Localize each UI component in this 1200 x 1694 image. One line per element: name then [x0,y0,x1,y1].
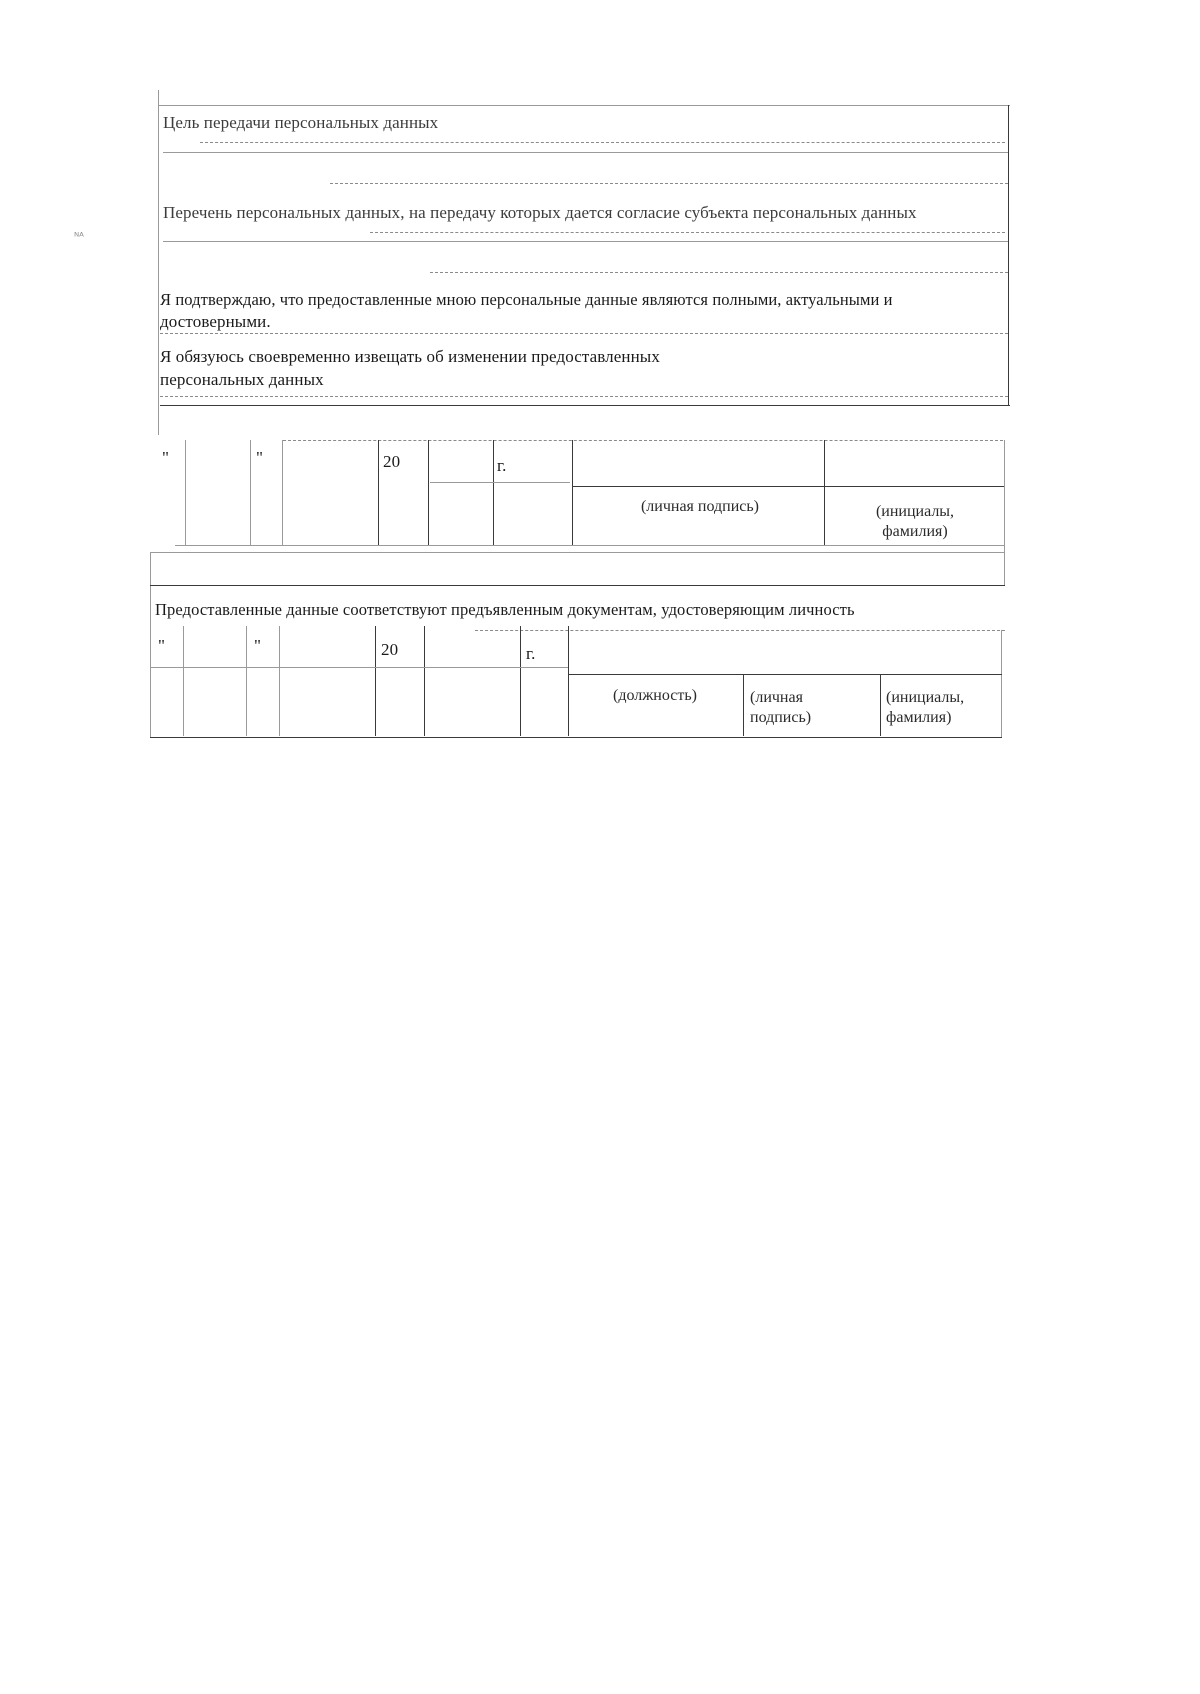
list-entry-line [163,241,1008,242]
sig1-col-4 [378,440,379,545]
purpose-underline [200,142,1005,144]
obligation-bottom-border [160,405,1010,406]
sig1-caption-initials-line-2: фамилия) [882,523,948,540]
sig1-year-suffix: г. [497,456,507,475]
purpose-label: Цель передачи персональных данных [163,113,439,132]
sig1-mid-line-left [430,482,570,483]
sig2-caption-initials-line-1: (инициалы, [886,689,965,706]
sig1-quote-close: " [256,448,264,467]
sig2-right-border [1001,630,1002,738]
sig2-quote-close: " [254,636,262,655]
sig2-col-4 [375,626,376,736]
sig1-caption-initials-line-1: (инициалы, [875,503,955,520]
sig1-col-1 [185,440,186,545]
list-underline [370,232,1005,234]
verification-underline [475,630,1005,632]
sig2-mid-line-right [568,674,1002,675]
sig2-col-7 [568,626,569,736]
sig1-year-prefix: 20 [383,452,401,471]
sig2-col-2 [246,626,247,736]
obligation-text-line-1: Я обязуюсь своевременно извещать об изменении предоставленных [160,347,660,366]
form-top-border [158,105,1010,106]
spacer-line-2 [150,585,1005,586]
confirm-bottom-line [160,333,1008,335]
sig2-caption-initials-line-2: фамилия) [886,709,952,726]
confirm-top-line [430,272,1008,274]
sig2-caption-position: (должность) [613,687,697,704]
sig2-caption-signature-line-1: (личная [750,689,803,706]
list-top-line [330,183,1008,185]
sig1-col-5 [428,440,429,545]
sig1-right-border [1004,440,1005,585]
sig1-mid-line-right [572,486,1004,487]
obligation-text-line-2: персональных данных [160,370,324,389]
sig2-mid-line-left [150,667,568,668]
sig2-col-3 [279,626,280,736]
sig2-quote-open: " [158,636,166,655]
form-left-border-lower [150,552,151,737]
verification-label: Предоставленные данные соответствуют предъявленным документам, удостоверяющим личность [155,600,855,619]
purpose-entry-line [163,152,1008,153]
sig1-bottom-line [175,545,1005,546]
sig1-col-7 [572,440,573,545]
confirm-text-line-1: Я подтверждаю, что предоставленные мною персональные данные являются полными, актуальными и [160,290,893,309]
sig1-col-2 [250,440,251,545]
list-label: Перечень персональных данных, на передачу которых дается согласие субъекта персональных данных [163,203,917,222]
obligation-under-line [160,396,1008,398]
form-bottom-border [150,737,1002,738]
sig2-col-1 [183,626,184,736]
sig1-col-8 [824,440,825,545]
sig1-col-6 [493,440,494,545]
sig2-col-6 [520,626,521,736]
sig2-year-suffix: г. [526,644,536,663]
form-right-border-upper [1008,105,1009,405]
sig1-caption-signature: (личная подпись) [640,498,760,515]
sig1-col-3 [282,440,283,545]
sig2-year-prefix: 20 [381,640,399,659]
sig2-col-8 [743,674,744,736]
sig2-caption-signature-line-2: подпись) [750,709,812,726]
sig2-col-5 [424,626,425,736]
spacer-line-1 [150,552,1005,553]
sig1-top-line [283,440,1003,442]
form-left-border-upper [158,90,159,435]
confirm-text-line-2: достоверными. [160,312,271,331]
sig2-col-9 [880,674,881,736]
sig1-quote-open: " [162,448,170,467]
scan-margin-mark: ᴺᴬ [74,230,84,243]
